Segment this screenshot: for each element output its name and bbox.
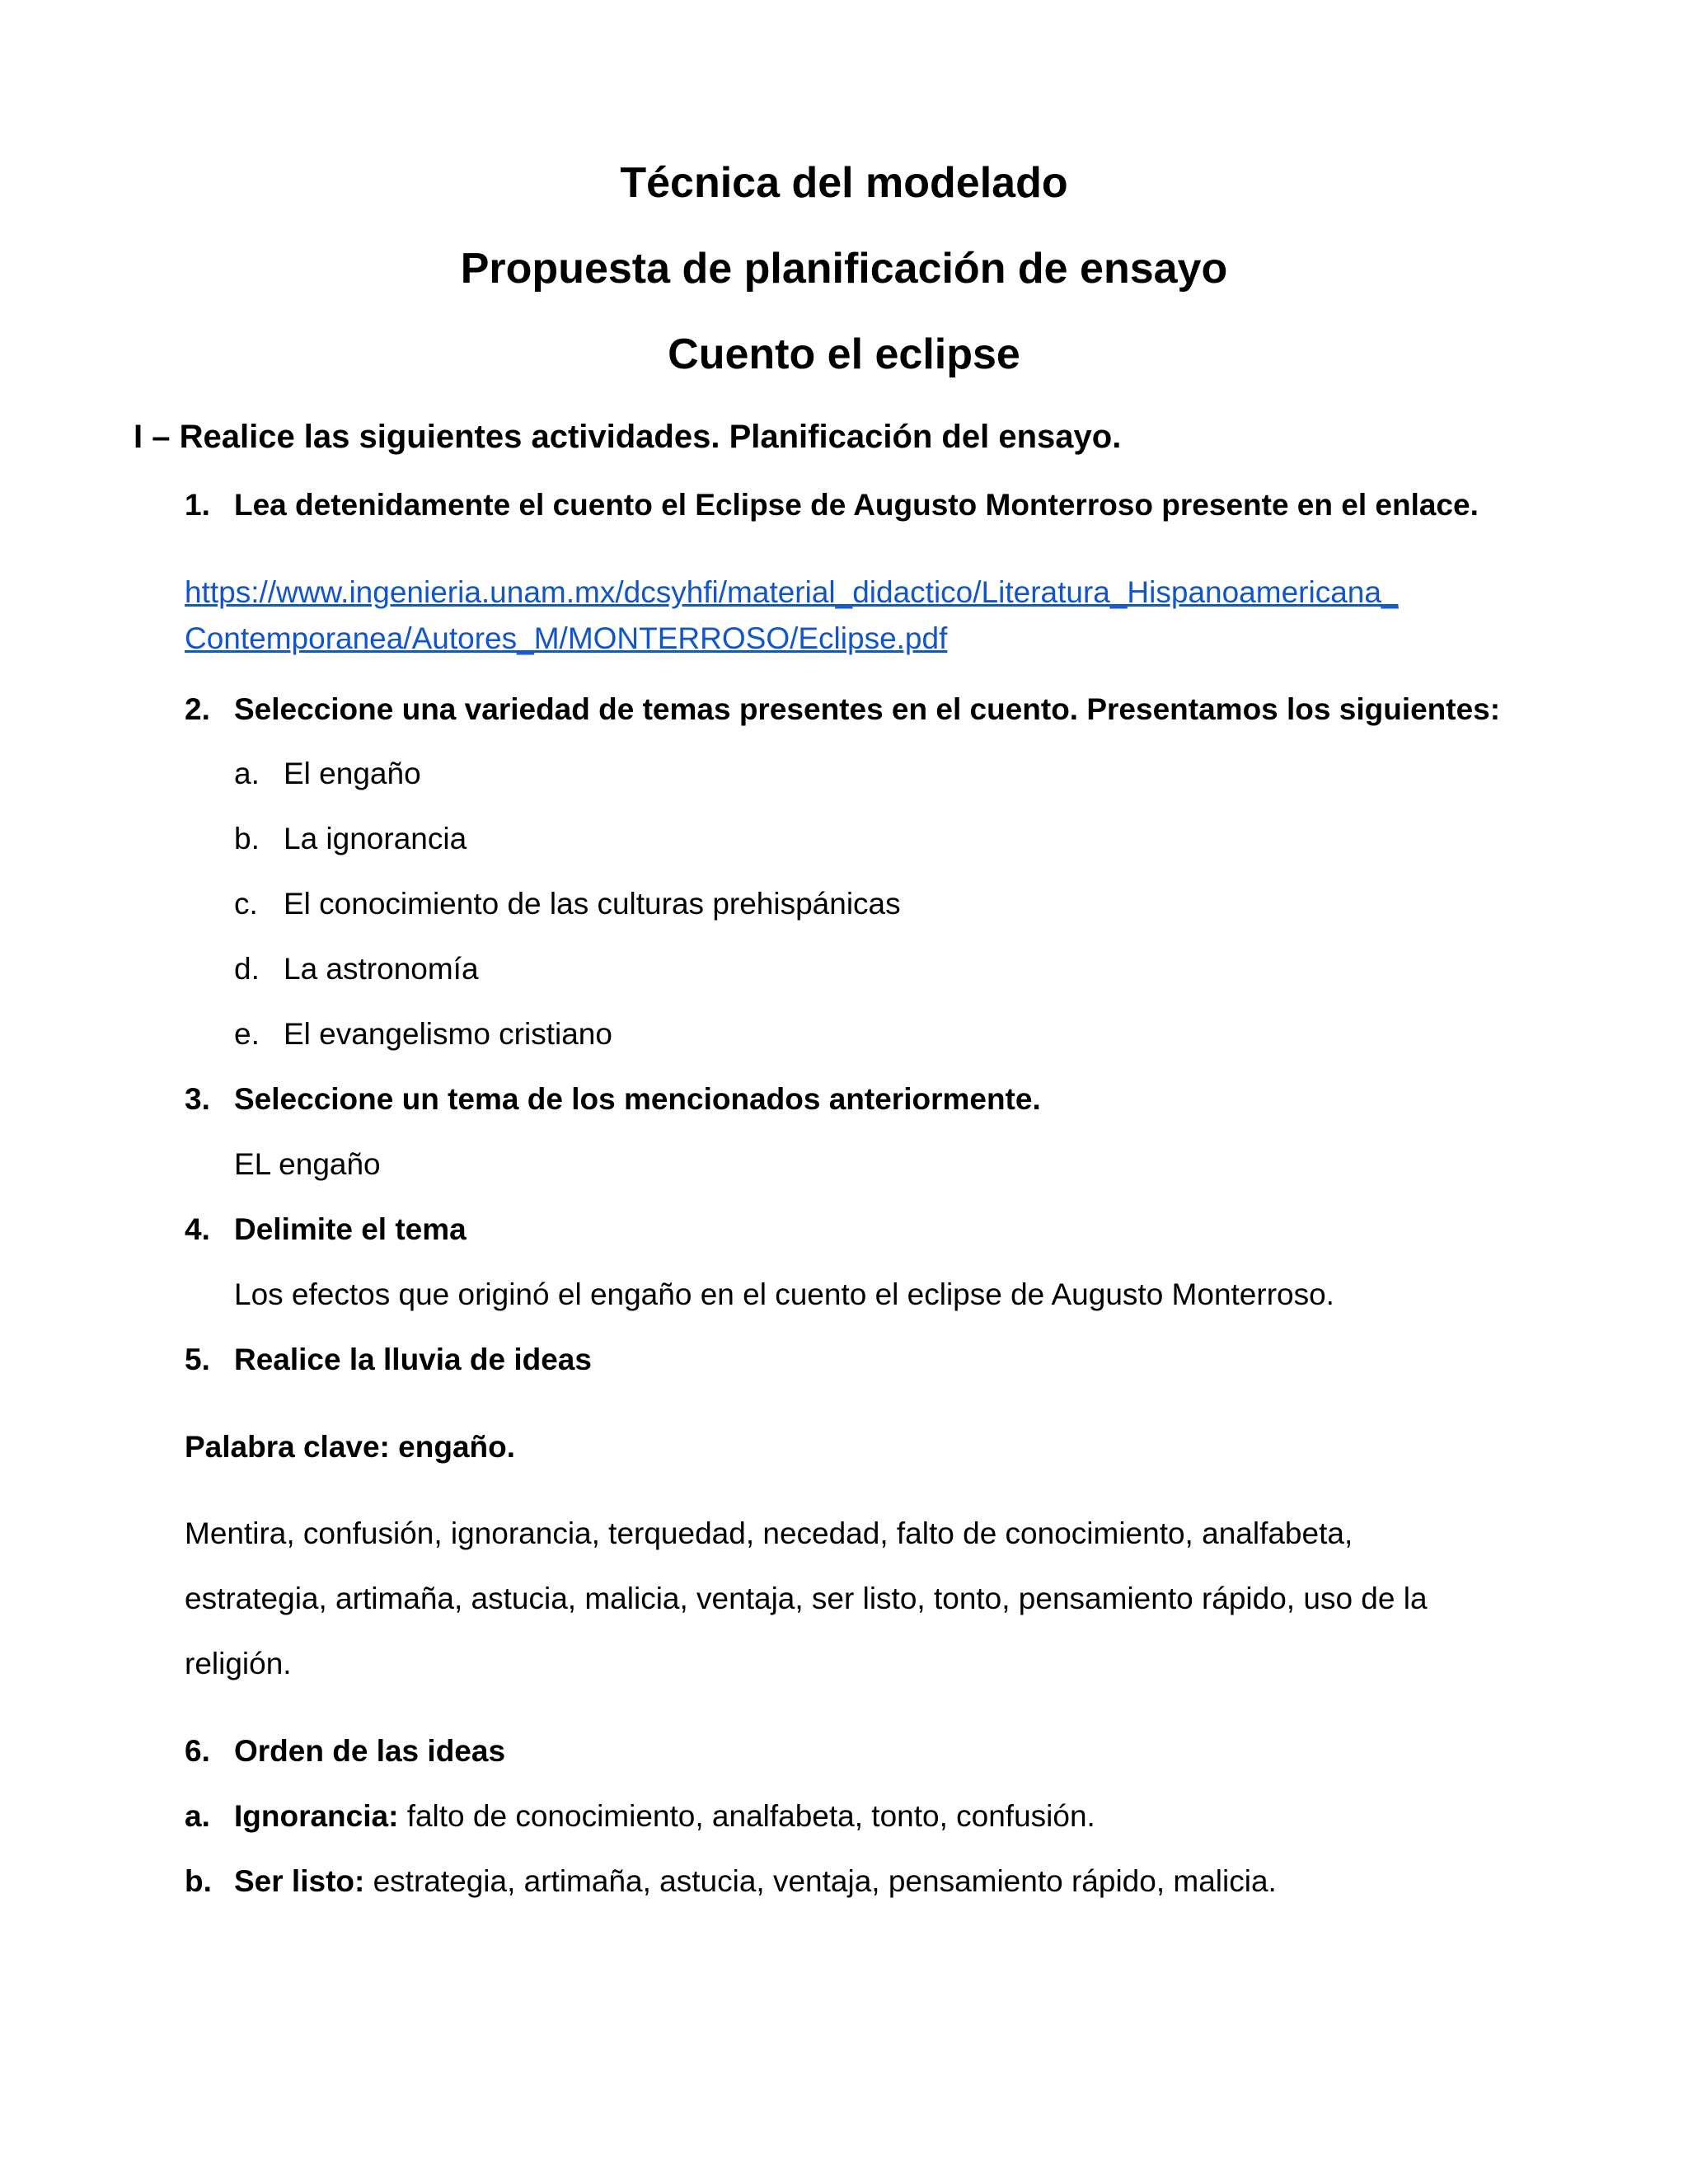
title-line-1: Técnica del modelado: [620, 159, 1068, 207]
item-1-number: 1.: [185, 488, 210, 522]
theme-c-letter: c.: [234, 887, 258, 921]
theme-d-text: La astronomía: [284, 952, 479, 986]
item-5-text: Realice la lluvia de ideas: [234, 1343, 592, 1376]
item-4-answer: Los efectos que originó el engaño en el cuento el eclipse de Augusto Monterroso.: [234, 1277, 1334, 1311]
theme-e-text: El evangelismo cristiano: [284, 1017, 612, 1051]
title-line-3: Cuento el eclipse: [668, 330, 1020, 378]
order-b-line: [234, 1864, 1277, 1899]
brainstorm-line-1: Mentira, confusión, ignorancia, terquedad, necedad, falto de conocimiento, analfabeta,: [185, 1516, 1353, 1550]
order-b-label: Ser listo:: [234, 1864, 365, 1898]
order-b-text: estrategia, artimaña, astucia, ventaja, pensamiento rápido, malicia.: [364, 1864, 1277, 1898]
item-6-number: 6.: [185, 1734, 210, 1768]
keyword-line: Palabra clave: engaño.: [185, 1430, 516, 1464]
theme-a-letter: a.: [234, 757, 260, 790]
item-4-text: Delimite el tema: [234, 1212, 467, 1246]
item-1-text: Lea detenidamente el cuento el Eclipse de Augusto Monterroso presente en el enlace.: [234, 488, 1479, 522]
order-a-label: Ignorancia:: [234, 1799, 399, 1833]
order-a-text: falto de conocimiento, analfabeta, tonto, confusión.: [398, 1799, 1095, 1833]
item-3-number: 3.: [185, 1082, 210, 1116]
item-4-number: 4.: [185, 1212, 210, 1246]
item-3-answer: EL engaño: [234, 1147, 381, 1181]
order-a-letter: a.: [185, 1799, 210, 1833]
story-link-line-2[interactable]: Contemporanea/Autores_M/MONTERROSO/Eclipse.pdf: [185, 621, 948, 655]
theme-d-letter: d.: [234, 952, 260, 986]
brainstorm-line-3: religión.: [185, 1647, 292, 1680]
brainstorm-line-2: estrategia, artimaña, astucia, malicia, ventaja, ser listo, tonto, pensamiento rápido, uso de la: [185, 1582, 1428, 1615]
item-2-text: Seleccione una variedad de temas presentes en el cuento. Presentamos los siguientes:: [234, 692, 1501, 726]
item-5-number: 5.: [185, 1343, 210, 1376]
theme-e-letter: e.: [234, 1017, 260, 1051]
item-3-text: Seleccione un tema de los mencionados anteriormente.: [234, 1082, 1041, 1116]
theme-b-text: La ignorancia: [284, 822, 467, 855]
title-line-2: Propuesta de planificación de ensayo: [460, 245, 1228, 293]
story-link-line-1[interactable]: https://www.ingenieria.unam.mx/dcsyhfi/material_didactico/Literatura_Hispanoamericana_: [185, 575, 1399, 609]
order-a-line: [234, 1799, 1095, 1834]
section-heading: I – Realice las siguientes actividades. Planificación del ensayo.: [134, 419, 1122, 455]
order-b-letter: b.: [185, 1864, 212, 1898]
theme-c-text: El conocimiento de las culturas prehispánicas: [284, 887, 901, 921]
theme-a-text: El engaño: [284, 757, 421, 790]
item-6-text: Orden de las ideas: [234, 1734, 506, 1768]
item-2-number: 2.: [185, 692, 210, 726]
theme-b-letter: b.: [234, 822, 260, 855]
